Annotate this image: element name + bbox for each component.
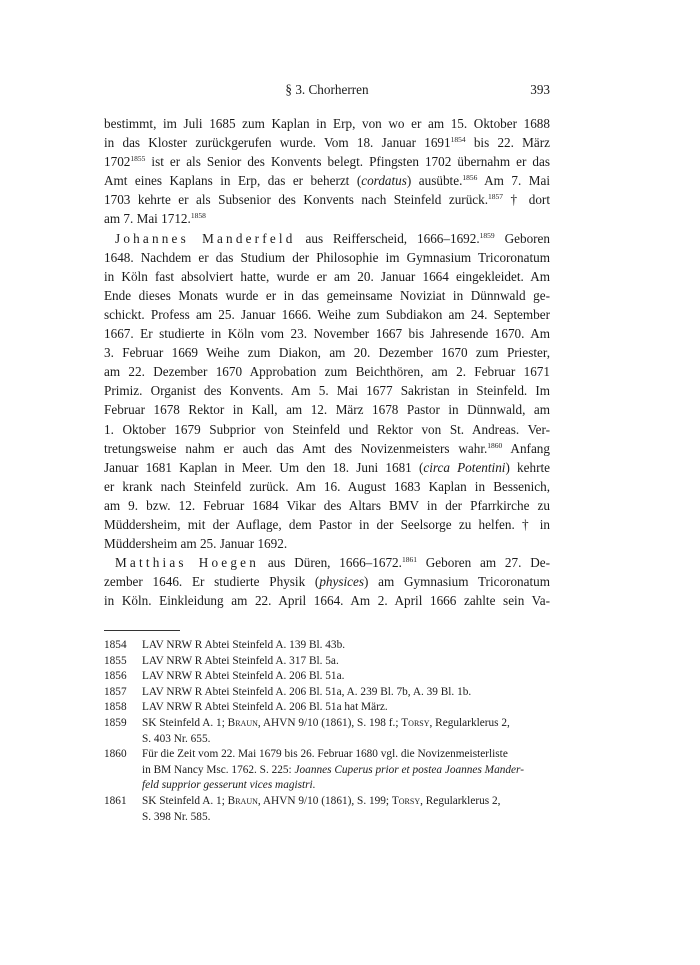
text-line: am 22. Dezember 1670 Approbation zum Beichthören, am 2. Februar 1671 xyxy=(104,364,550,380)
footnote xyxy=(104,669,550,685)
footnote xyxy=(104,685,550,701)
footnote-text: LAV NRW R Abtei Steinfeld A. 317 Bl. 5a. xyxy=(142,654,339,667)
footnote-ref[interactable]: 1859 xyxy=(479,230,495,240)
footnote-number: 1858 xyxy=(104,701,127,714)
footnote-number: 1854 xyxy=(104,639,127,651)
text-line: Müddersheim am 25. Januar 1692. xyxy=(104,536,288,552)
footnote-ref[interactable]: 1858 xyxy=(190,211,206,221)
text-line: am 7. Mai 1712.$^{1858}$ xyxy=(104,211,206,227)
footnote xyxy=(104,700,550,716)
text-line: Matthias Hoegen aus Düren, 1666–1672.$^{1861}$ Geboren am 27. De- xyxy=(115,555,550,571)
footnote-number: 1857 xyxy=(104,685,127,698)
footnote xyxy=(104,654,550,670)
text-line: zember 1646. Er studierte Physik (physices) am Gymnasium Tricoronatum xyxy=(104,574,550,590)
main-text xyxy=(104,114,550,610)
footnote-ref[interactable]: 1855 xyxy=(130,154,146,164)
footnote-number: 1856 xyxy=(104,670,127,683)
text-line: Amt eines Kaplans in Erp, das er beherzt (cordatus) ausübte.$^{1856}$ Am 7. Mai xyxy=(104,173,551,189)
text-line: Johannes Manderfeld aus Reifferscheid, 1666–1692.$^{1859}$ Geboren xyxy=(115,230,550,246)
person-name: Johannes Manderfeld xyxy=(115,230,296,246)
footnote-text: LAV NRW R Abtei Steinfeld A. 206 Bl. 51a. xyxy=(142,670,345,683)
footnote-text: S. 398 Nr. 585. xyxy=(142,810,211,823)
text-line: in das Kloster zurückgerufen wurde. Vom 18. Januar $1691^{1854}$ bis 22. März xyxy=(104,135,550,151)
person-name: Matthias Hoegen xyxy=(115,555,259,571)
footnote-text: S. 403 Nr. 655. xyxy=(142,732,211,745)
text-line: Ende dieses Monats wurde er in das gemeinsame Noviziat in Dünnwald ge- xyxy=(104,287,550,303)
footnote-ref[interactable]: 1856 xyxy=(462,173,478,183)
text-line: 1667. Er studierte in Köln vom 23. November 1667 bis Jahresende 1670. Am xyxy=(104,326,550,342)
text-line: bestimmt, im Juli 1685 zum Kaplan in Erp, von wo er am 15. Oktober 1688 xyxy=(104,116,550,131)
footnote-ref[interactable]: 1854 xyxy=(450,135,466,145)
footnote-number: 1859 xyxy=(104,716,127,729)
text-line: er krank nach Steinfeld zurück. Am 16. August 1683 Kaplan in Bessenich, xyxy=(104,478,550,494)
footnote-number: 1855 xyxy=(104,654,127,667)
text-line: schickt. Profess am 25. Januar 1666. Weihe zum Subdiakon am 24. September xyxy=(104,306,550,322)
footnote xyxy=(104,716,550,747)
footnote-text: in BM Nancy Msc. 1762. S. 225: Joannes Cuperus prior et postea Joannes Mander- xyxy=(142,763,524,776)
text-line: 1648. Nachdem er das Studium der Philosophie im Gymnasium Tricoronatum xyxy=(104,249,550,265)
text-line: Müddersheim, mit der Auflage, dem Pastor in der Seelsorge zu helfen. † in xyxy=(104,516,550,532)
footnote-text: Für die Zeit vom 22. Mai 1679 bis 26. Februar 1680 vgl. die Novizenmeisterliste xyxy=(142,748,508,761)
running-header xyxy=(104,82,550,102)
footnote xyxy=(104,747,550,794)
footnote-text: LAV NRW R Abtei Steinfeld A. 139 Bl. 43b. xyxy=(142,639,346,651)
footnote-text: feld supprior gesserunt vices magistri. xyxy=(142,779,316,792)
footnote-text: LAV NRW R Abtei Steinfeld A. 206 Bl. 51a, A. 239 Bl. 7b, A. 39 Bl. 1b. xyxy=(142,685,472,698)
text-line: 1703 kehrte er als Subsenior des Konvents nach Steinfeld zurück.$^{1857}$ † dort xyxy=(104,192,550,208)
footnote-ref[interactable]: 1860 xyxy=(487,440,503,450)
text-line: in Köln. Einkleidung am 22. April 1664. Am 2. April 1666 zahlte sein Va- xyxy=(104,593,550,609)
footnote-ref[interactable]: 1857 xyxy=(488,192,504,202)
text-line: Februar 1678 Rektor in Kall, am 12. März 1678 Pastor in Dünnwald, am xyxy=(104,402,550,418)
footnote-text: SK Steinfeld A. 1; Braun, AHVN 9/10 (1861), S. 199; Torsy, Regularklerus 2, xyxy=(142,794,501,807)
text-line: am 9. bzw. 12. Februar 1684 Vikar des Altars BMV in der Pfarrkirche zu xyxy=(104,497,550,513)
footnote-ref[interactable]: 1861 xyxy=(401,555,417,565)
running-title: § 3. Chorherren xyxy=(285,82,369,97)
text-line: 1. Oktober 1679 Subprior von Steinfeld und Rektor von St. Andreas. Ver- xyxy=(104,421,550,437)
footnotes xyxy=(104,638,550,825)
footnote-number: 1860 xyxy=(104,748,127,761)
text-line: 3. Februar 1669 Weihe zum Diakon, am 20. Dezember 1670 zum Priester, xyxy=(104,345,550,361)
footnote-number: 1861 xyxy=(104,794,127,807)
footnote-text: LAV NRW R Abtei Steinfeld A. 206 Bl. 51a hat März. xyxy=(142,701,388,714)
text-line: tretungsweise nahm er auch das Amt des Novizenmeisters wahr.$^{1860}$ Anfang xyxy=(104,440,550,456)
page-number: 393 xyxy=(530,82,550,97)
footnote xyxy=(104,638,550,654)
text-line: $1702^{1855}$ ist er als Senior des Konvents belegt. Pfingsten 1702 übernahm er das xyxy=(104,154,550,170)
text-line: in Köln fast absolviert hatte, wurde er am 20. Januar 1664 eingekleidet. Am xyxy=(104,268,550,284)
footnote-separator xyxy=(104,630,180,631)
footnote-text: SK Steinfeld A. 1; Braun, AHVN 9/10 (1861), S. 198 f.; Torsy, Regularklerus 2, xyxy=(142,716,510,729)
text-line: Januar 1681 Kaplan in Meer. Um den 18. Juni 1681 (circa Potentini) kehrte xyxy=(104,459,551,475)
text-line: Primiz. Organist des Konvents. Am 5. Mai 1677 Sakristan in Steinfeld. Im xyxy=(104,383,550,399)
footnote xyxy=(104,794,550,825)
